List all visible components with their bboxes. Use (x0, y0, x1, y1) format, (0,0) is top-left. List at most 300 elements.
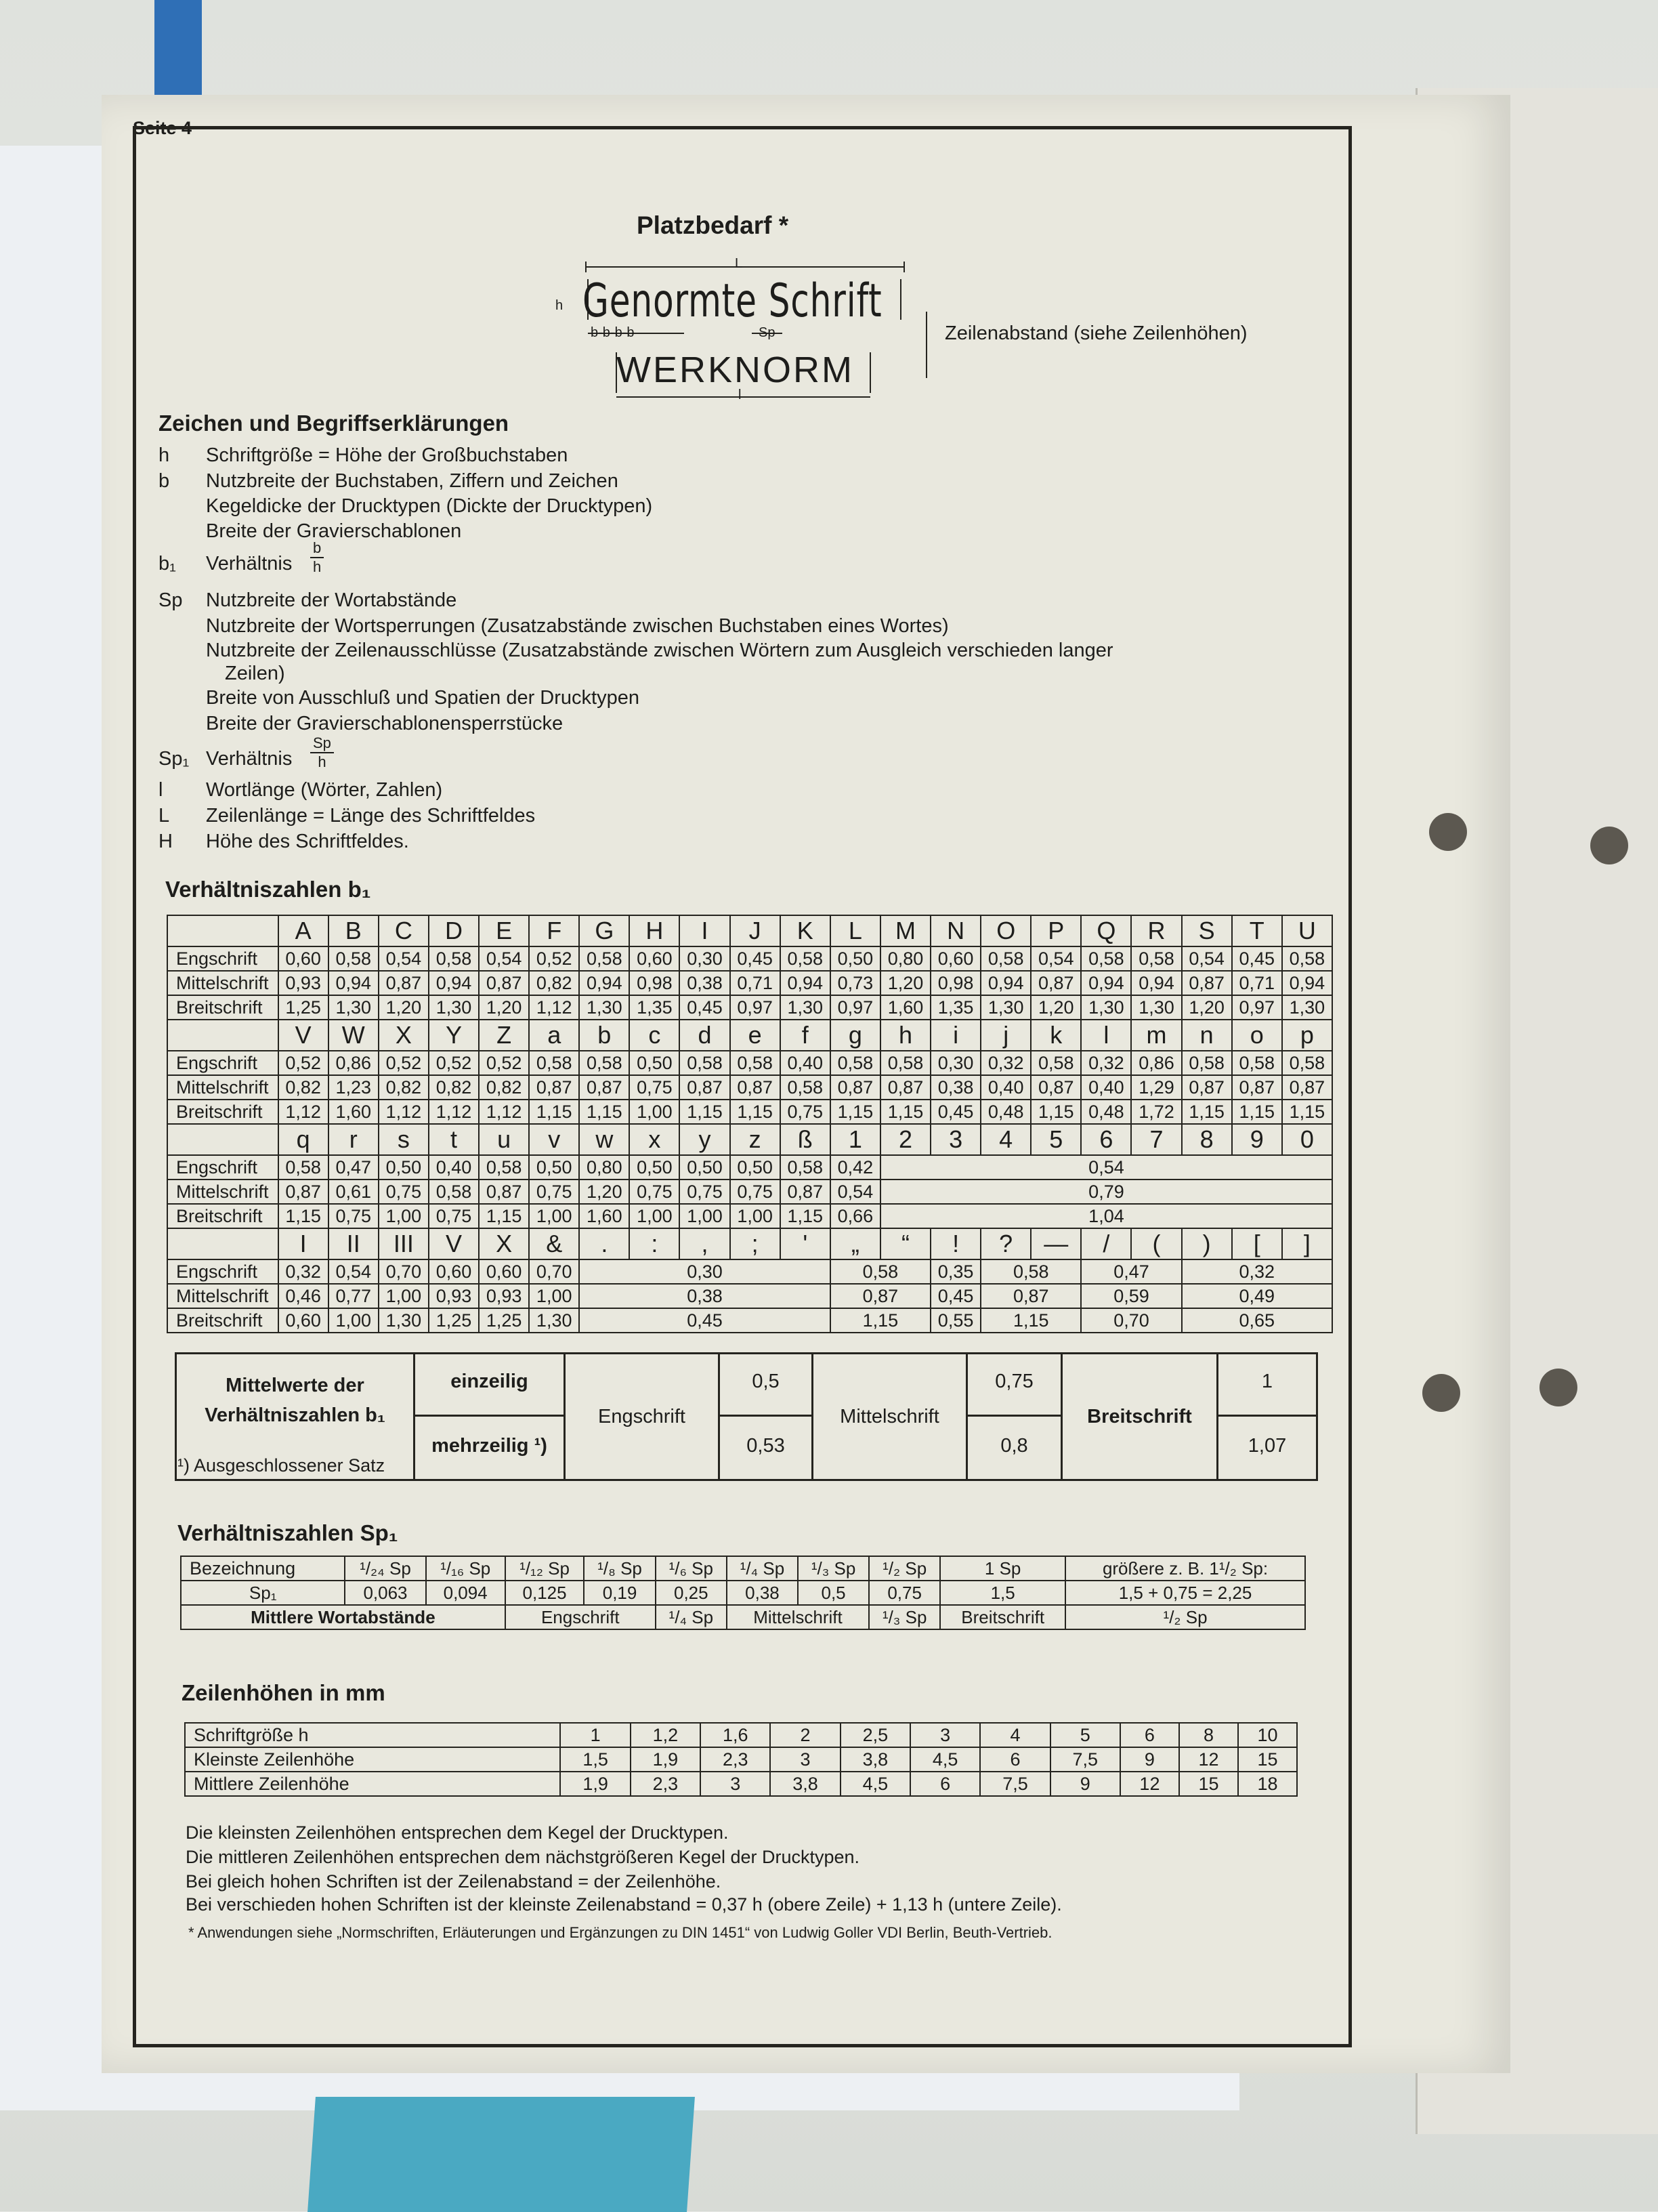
b1-value-cell: 1,00 (379, 1204, 429, 1228)
zh-value-cell: 6 (1120, 1723, 1179, 1747)
b1-char-cell: V (429, 1228, 479, 1259)
b1-char-cell: g (830, 1020, 880, 1051)
punch-hole (1590, 827, 1628, 864)
b1-value-cell: 0,87 (1031, 971, 1081, 995)
sp1-header-cell: ¹/₁₂ Sp (505, 1556, 584, 1581)
b1-char-cell: O (981, 915, 1031, 946)
b1-char-cell: 8 (1182, 1124, 1232, 1155)
b1-char-cell: . (579, 1228, 629, 1259)
b1-value-cell: 1,30 (379, 1308, 429, 1333)
logo-dim-l: l (738, 388, 742, 402)
b1-value-cell: 1,00 (629, 1204, 679, 1228)
b1-value-cell: 1,12 (479, 1100, 529, 1124)
b1-value-cell: 0,80 (880, 946, 931, 971)
b1-value-cell: 1,30 (579, 995, 629, 1020)
definition-symbol: H (158, 831, 173, 852)
b1-value-cell: 1,15 (479, 1204, 529, 1228)
page-label: Seite 4 (133, 118, 192, 138)
b1-value-cell: 0,77 (328, 1284, 379, 1308)
b1-char-cell: ( (1131, 1228, 1181, 1259)
b1-value-cell: 0,58 (1131, 946, 1181, 971)
page-footnote: * Anwendungen siehe „Normschriften, Erläuterungen und Ergänzungen zu DIN 1451“ von Ludwig Goller VDI Berlin, Beuth-Vertrieb. (188, 1924, 1053, 1941)
zeilenabstand-label: Zeilenabstand (siehe Zeilenhöhen) (945, 322, 1248, 344)
b1-row-label: Engschrift (167, 946, 278, 971)
b1-value-cell: 0,58 (981, 1259, 1081, 1284)
b1-value-cell: 0,71 (730, 971, 780, 995)
b1-value-cell: 0,86 (328, 1051, 379, 1075)
b1-footnote: ¹) Ausgeschlossener Satz (177, 1455, 385, 1476)
b1-char-cell: F (529, 915, 579, 946)
zh-value-cell: 12 (1120, 1772, 1179, 1796)
b1-value-cell: 0,52 (429, 1051, 479, 1075)
zh-value-cell: 15 (1238, 1747, 1297, 1772)
b1-value-cell: 0,50 (830, 946, 880, 971)
b1-value-cell: 0,54 (830, 1180, 880, 1204)
sp1-value-cell: 0,25 (656, 1581, 727, 1605)
b1-value-cell: 0,32 (981, 1051, 1031, 1075)
sp1-value-cell: 0,063 (345, 1581, 425, 1605)
b1-char-cell: 6 (1081, 1124, 1131, 1155)
punch-hole (1422, 1374, 1460, 1412)
definition-symbol: h (158, 444, 170, 466)
zh-row-label: Mittlere Zeilenhöhe (185, 1772, 560, 1796)
b1-char-cell: J (730, 915, 780, 946)
means-mehrzeilig: mehrzeilig ¹) (431, 1435, 547, 1457)
b1-value-cell: 1,12 (379, 1100, 429, 1124)
sp1-value-cell: 0,094 (426, 1581, 505, 1605)
b1-value-cell: 1,60 (579, 1204, 629, 1228)
b1-value-cell: 0,58 (429, 946, 479, 971)
means-eng-1: 0,5 (720, 1354, 811, 1417)
b1-value-cell: 0,58 (1081, 946, 1131, 971)
zeilenhoehen-table (184, 1722, 1298, 1797)
b1-value-cell: 1,15 (1282, 1100, 1332, 1124)
zh-row (185, 1772, 1297, 1796)
b1-char-cell: h (880, 1020, 931, 1051)
b1-value-cell: 0,45 (931, 1284, 981, 1308)
means-einzeilig: einzeilig (415, 1354, 564, 1417)
b1-char-cell: 1 (830, 1124, 880, 1155)
sp1-value-cell: 1,5 (940, 1581, 1065, 1605)
b1-value-cell: 0,50 (379, 1155, 429, 1180)
fraction-numerator: Sp (310, 734, 334, 753)
means-breit-2: 1,07 (1248, 1435, 1287, 1457)
zh-value-cell: 3,8 (841, 1747, 910, 1772)
b1-heading: Verhältniszahlen b₁ (165, 877, 371, 902)
b1-value-cell: 1,00 (379, 1284, 429, 1308)
zh-value-cell: 15 (1179, 1772, 1238, 1796)
b1-value-cell: 1,30 (1282, 995, 1332, 1020)
b1-value-cell: 0,45 (579, 1308, 830, 1333)
sp1-header-cell: ¹/₁₆ Sp (426, 1556, 505, 1581)
b1-value-cell: 0,93 (429, 1284, 479, 1308)
b1-value-cell: 1,00 (730, 1204, 780, 1228)
b1-char-cell: K (780, 915, 830, 946)
b1-char-cell: p (1282, 1020, 1332, 1051)
b1-char-cell: & (529, 1228, 579, 1259)
b1-char-cell: q (278, 1124, 328, 1155)
zh-value-cell: 3 (770, 1747, 840, 1772)
sp1-mittel-label: Mittelschrift (727, 1605, 869, 1629)
b1-value-cell: 1,30 (529, 1308, 579, 1333)
sp1-mittel-value: ¹/₃ Sp (869, 1605, 940, 1629)
b1-value-cell: 0,93 (278, 971, 328, 995)
zh-row-label: Kleinste Zeilenhöhe (185, 1747, 560, 1772)
b1-char-cell: 4 (981, 1124, 1031, 1155)
logo-werknorm: WERKNORM (616, 350, 854, 390)
b1-char-cell: U (1282, 915, 1332, 946)
definition-text: Breite von Ausschluß und Spatien der Drucktypen (206, 687, 639, 709)
cyan-folder-edge (307, 2097, 695, 2212)
b1-value-cell: 0,30 (931, 1051, 981, 1075)
b1-char-cell: II (328, 1228, 379, 1259)
b1-char-cell: D (429, 915, 479, 946)
b1-char-cell: X (479, 1228, 529, 1259)
b1-char-cell: a (529, 1020, 579, 1051)
means-mittel-label: Mittelschrift (813, 1354, 968, 1479)
b1-value-cell: 0,30 (579, 1259, 830, 1284)
definition-text: Nutzbreite der Wortsperrungen (Zusatzabstände zwischen Buchstaben eines Wortes) (206, 615, 949, 637)
page-title: Platzbedarf * (637, 211, 789, 239)
b1-char-cell: M (880, 915, 931, 946)
sp1-header-cell: ¹/₈ Sp (584, 1556, 655, 1581)
logo-genormte-schrift: Genormte Schrift (582, 274, 883, 328)
sp1-header-cell: 1 Sp (940, 1556, 1065, 1581)
b1-value-cell: 0,47 (1081, 1259, 1181, 1284)
sp1-value-cell: 0,38 (727, 1581, 798, 1605)
b1-row-label: Mittelschrift (167, 971, 278, 995)
means-breit-label: Breitschrift (1063, 1354, 1218, 1479)
b1-value-cell: 0,50 (629, 1051, 679, 1075)
zh-value-cell: 10 (1238, 1723, 1297, 1747)
b1-value-cell: 0,58 (730, 1051, 780, 1075)
b1-row-label: Breitschrift (167, 1100, 278, 1124)
b1-value-cell: 1,15 (1031, 1100, 1081, 1124)
b1-value-cell: 0,50 (679, 1155, 729, 1180)
b1-value-cell: 0,55 (931, 1308, 981, 1333)
b1-value-cell: 0,87 (278, 1180, 328, 1204)
b1-char-cell: l (1081, 1020, 1131, 1051)
b1-value-cell: 0,49 (1182, 1284, 1332, 1308)
sp1-header-cell: größere z. B. 1¹/₂ Sp: (1065, 1556, 1305, 1581)
b1-value-cell: 0,58 (328, 946, 379, 971)
b1-value-cell: 0,40 (1081, 1075, 1131, 1100)
zh-heading: Zeilenhöhen in mm (182, 1680, 385, 1705)
b1-char-cell: k (1031, 1020, 1081, 1051)
means-label-2: Verhältniszahlen b₁ (205, 1404, 385, 1426)
zh-value-cell: 1,2 (631, 1723, 700, 1747)
b1-value-cell: 0,94 (1282, 971, 1332, 995)
b1-value-cell: 0,48 (981, 1100, 1031, 1124)
note-line: Die kleinsten Zeilenhöhen entsprechen dem Kegel der Drucktypen. (186, 1822, 729, 1843)
logo-dim-b: b-b-b-b (591, 325, 635, 340)
b1-value-cell: 1,30 (328, 995, 379, 1020)
zh-value-cell: 4 (980, 1723, 1050, 1747)
b1-char-cell: “ (880, 1228, 931, 1259)
definition-symbol: l (158, 779, 163, 801)
b1-value-cell: 1,15 (529, 1100, 579, 1124)
definition-text: Nutzbreite der Buchstaben, Ziffern und Zeichen (206, 470, 618, 492)
b1-value-cell: 0,58 (1232, 1051, 1282, 1075)
sp1-breit-label: Breitschrift (940, 1605, 1065, 1629)
b1-value-cell: 1,20 (579, 1180, 629, 1204)
sp1-header-cell: ¹/₄ Sp (727, 1556, 798, 1581)
zh-value-cell: 9 (1050, 1772, 1120, 1796)
b1-char-cell: 3 (931, 1124, 981, 1155)
b1-value-cell: 0,75 (379, 1180, 429, 1204)
b1-char-cell: ] (1282, 1228, 1332, 1259)
zh-value-cell: 4,5 (841, 1772, 910, 1796)
b1-row-label: Engschrift (167, 1051, 278, 1075)
b1-value-cell: 1,60 (328, 1100, 379, 1124)
b1-value-cell: 0,54 (379, 946, 429, 971)
b1-char-cell: w (579, 1124, 629, 1155)
b1-value-cell: 1,00 (529, 1204, 579, 1228)
sp1-header-cell: ¹/₃ Sp (798, 1556, 869, 1581)
punch-hole (1429, 813, 1467, 851)
note-line: Die mittleren Zeilenhöhen entsprechen dem nächstgrößeren Kegel der Drucktypen. (186, 1847, 860, 1867)
b1-char-cell: x (629, 1124, 679, 1155)
b1-value-cell: 0,87 (1282, 1075, 1332, 1100)
b1-char-cell: H (629, 915, 679, 946)
b1-row-label: Mittelschrift (167, 1075, 278, 1100)
b1-value-cell: 0,82 (529, 971, 579, 995)
definition-text: Nutzbreite der Wortabstände (206, 589, 457, 611)
b1-value-cell: 0,60 (429, 1259, 479, 1284)
b1-value-cell: 0,54 (880, 1155, 1332, 1180)
b1-value-cell: 0,87 (479, 971, 529, 995)
b1-value-cell: 0,70 (529, 1259, 579, 1284)
sp1-mittlere-label: Mittlere Wortabstände (181, 1605, 505, 1629)
b1-value-cell: 0,52 (479, 1051, 529, 1075)
b1-char-cell: d (679, 1020, 729, 1051)
b1-value-cell: 0,45 (730, 946, 780, 971)
b1-value-cell: 0,70 (1081, 1308, 1181, 1333)
sp1-row-label: Sp₁ (181, 1581, 345, 1605)
b1-char-cell: s (379, 1124, 429, 1155)
zh-value-cell: 3,8 (770, 1772, 840, 1796)
b1-value-cell: 0,40 (429, 1155, 479, 1180)
definition-fraction (305, 734, 334, 771)
b1-char-row (167, 1228, 1332, 1259)
b1-value-cell: 0,50 (529, 1155, 579, 1180)
b1-row-label: Engschrift (167, 1259, 278, 1284)
b1-value-cell: 0,94 (328, 971, 379, 995)
b1-value-row (167, 1100, 1332, 1124)
b1-value-cell: 1,25 (278, 995, 328, 1020)
b1-value-cell: 0,79 (880, 1180, 1332, 1204)
definition-text: Zeilenlänge = Länge des Schriftfeldes (206, 805, 536, 827)
definition-text: Verhältnis (206, 553, 293, 575)
b1-char-cell: X (379, 1020, 429, 1051)
b1-char-row (167, 915, 1332, 946)
b1-value-cell: 1,29 (1131, 1075, 1181, 1100)
b1-value-cell: 1,00 (529, 1284, 579, 1308)
definition-text: Zeilen) (225, 663, 285, 684)
b1-char-cell: A (278, 915, 328, 946)
fraction-numerator: b (310, 539, 324, 558)
b1-char-cell: j (981, 1020, 1031, 1051)
b1-corner-cell (167, 1228, 278, 1259)
b1-value-cell: 0,46 (278, 1284, 328, 1308)
b1-value-cell: 0,48 (1081, 1100, 1131, 1124)
b1-char-cell: n (1182, 1020, 1232, 1051)
zh-value-cell: 3 (700, 1772, 770, 1796)
sp1-value-cell: 0,125 (505, 1581, 584, 1605)
b1-value-cell: 0,82 (479, 1075, 529, 1100)
b1-value-cell: 1,15 (1182, 1100, 1232, 1124)
b1-value-cell: 1,15 (981, 1308, 1081, 1333)
b1-char-cell: , (679, 1228, 729, 1259)
zh-value-cell: 1 (560, 1723, 630, 1747)
b1-value-cell: 0,58 (1182, 1051, 1232, 1075)
b1-value-cell: 0,52 (529, 946, 579, 971)
b1-value-cell: 0,32 (1081, 1051, 1131, 1075)
b1-row-label: Breitschrift (167, 1204, 278, 1228)
fraction-denominator: h (318, 753, 326, 770)
b1-value-cell: 0,58 (830, 1051, 880, 1075)
b1-char-cell: 7 (1131, 1124, 1181, 1155)
b1-value-cell: 1,15 (880, 1100, 931, 1124)
b1-char-cell: ! (931, 1228, 981, 1259)
b1-char-cell: z (730, 1124, 780, 1155)
b1-value-cell: 0,58 (1282, 946, 1332, 971)
b1-value-cell: 0,45 (679, 995, 729, 1020)
b1-row-label: Mittelschrift (167, 1180, 278, 1204)
b1-value-cell: 0,58 (278, 1155, 328, 1180)
b1-value-row (167, 1308, 1332, 1333)
b1-value-cell: 0,66 (830, 1204, 880, 1228)
sp1-value-cell: 0,5 (798, 1581, 869, 1605)
b1-char-cell: R (1131, 915, 1181, 946)
sp1-eng-value: ¹/₄ Sp (656, 1605, 727, 1629)
b1-value-cell: 1,20 (1182, 995, 1232, 1020)
b1-value-cell: 0,75 (629, 1180, 679, 1204)
b1-value-cell: 0,87 (679, 1075, 729, 1100)
b1-value-cell: 0,40 (780, 1051, 830, 1075)
zh-value-cell: 2,5 (841, 1723, 910, 1747)
sp1-header-cell: ¹/₆ Sp (656, 1556, 727, 1581)
b1-value-cell: 0,30 (679, 946, 729, 971)
b1-char-cell: G (579, 915, 629, 946)
zh-value-cell: 1,9 (631, 1747, 700, 1772)
sp1-value-row (181, 1581, 1305, 1605)
b1-value-cell: 1,23 (328, 1075, 379, 1100)
b1-value-cell: 0,32 (1182, 1259, 1332, 1284)
b1-value-cell: 0,47 (328, 1155, 379, 1180)
b1-value-cell: 0,87 (880, 1075, 931, 1100)
means-breit-1: 1 (1218, 1354, 1316, 1417)
b1-char-cell: L (830, 915, 880, 946)
b1-value-cell: 0,58 (1031, 1051, 1081, 1075)
definition-text: Nutzbreite der Zeilenausschlüsse (Zusatzabstände zwischen Wörtern zum Ausgleich verschieden langer (206, 640, 1113, 661)
b1-char-cell: / (1081, 1228, 1131, 1259)
b1-value-cell: 1,15 (730, 1100, 780, 1124)
b1-row-label: Engschrift (167, 1155, 278, 1180)
b1-row-label: Mittelschrift (167, 1284, 278, 1308)
b1-value-cell: 0,87 (529, 1075, 579, 1100)
b1-value-cell: 0,58 (579, 1051, 629, 1075)
b1-value-cell: 0,38 (931, 1075, 981, 1100)
b1-value-cell: 0,35 (931, 1259, 981, 1284)
b1-value-cell: 1,25 (479, 1308, 529, 1333)
b1-value-cell: 0,75 (328, 1204, 379, 1228)
b1-corner-cell (167, 1020, 278, 1051)
b1-value-cell: 0,87 (479, 1180, 529, 1204)
b1-char-cell: e (730, 1020, 780, 1051)
b1-value-cell: 1,00 (328, 1308, 379, 1333)
b1-value-cell: 1,20 (880, 971, 931, 995)
sp1-header-cell: ¹/₂₄ Sp (345, 1556, 425, 1581)
zh-value-cell: 12 (1179, 1747, 1238, 1772)
b1-value-cell: 0,82 (429, 1075, 479, 1100)
b1-char-cell: B (328, 915, 379, 946)
b1-value-cell: 0,94 (780, 971, 830, 995)
b1-value-cell: 0,32 (278, 1259, 328, 1284)
b1-char-cell: C (379, 915, 429, 946)
sp1-header-row (181, 1556, 1305, 1581)
b1-value-cell: 1,00 (679, 1204, 729, 1228)
b1-value-cell: 0,73 (830, 971, 880, 995)
b1-value-cell: 0,80 (579, 1155, 629, 1180)
zh-value-cell: 4,5 (910, 1747, 980, 1772)
definition-text: Kegeldicke der Drucktypen (Dickte der Drucktypen) (206, 495, 653, 517)
b1-value-cell: 0,82 (278, 1075, 328, 1100)
b1-row-label: Breitschrift (167, 995, 278, 1020)
b1-value-cell: 0,58 (981, 946, 1031, 971)
b1-value-cell: 1,15 (1232, 1100, 1282, 1124)
b1-value-cell: 0,60 (931, 946, 981, 971)
b1-value-cell: 0,75 (629, 1075, 679, 1100)
b1-value-cell: 0,94 (1131, 971, 1181, 995)
b1-table (167, 915, 1333, 1333)
b1-value-cell: 0,94 (1081, 971, 1131, 995)
b1-value-cell: 0,98 (629, 971, 679, 995)
b1-char-cell: i (931, 1020, 981, 1051)
b1-value-cell: 0,60 (479, 1259, 529, 1284)
b1-value-row (167, 1204, 1332, 1228)
b1-value-row (167, 1051, 1332, 1075)
b1-value-cell: 0,61 (328, 1180, 379, 1204)
definition-text: Schriftgröße = Höhe der Großbuchstaben (206, 444, 568, 466)
b1-value-cell: 0,75 (730, 1180, 780, 1204)
b1-value-cell: 0,58 (529, 1051, 579, 1075)
b1-value-cell: 0,58 (780, 1155, 830, 1180)
definition-text: Höhe des Schriftfeldes. (206, 831, 409, 852)
b1-value-cell: 1,00 (629, 1100, 679, 1124)
b1-value-cell: 0,65 (1182, 1308, 1332, 1333)
zh-value-cell: 9 (1120, 1747, 1179, 1772)
b1-value-cell: 0,45 (1232, 946, 1282, 971)
zh-row (185, 1747, 1297, 1772)
b1-char-cell: 9 (1232, 1124, 1282, 1155)
b1-value-cell: 0,60 (278, 1308, 328, 1333)
b1-value-cell: 1,15 (830, 1100, 880, 1124)
b1-char-cell: I (679, 915, 729, 946)
zh-value-cell: 1,6 (700, 1723, 770, 1747)
b1-value-cell: 0,45 (931, 1100, 981, 1124)
b1-corner-cell (167, 1124, 278, 1155)
b1-value-cell: 1,35 (629, 995, 679, 1020)
b1-row-label: Breitschrift (167, 1308, 278, 1333)
b1-char-cell: E (479, 915, 529, 946)
fraction (310, 539, 324, 576)
b1-value-cell: 0,52 (278, 1051, 328, 1075)
punch-hole (1539, 1369, 1577, 1406)
zh-value-cell: 2,3 (700, 1747, 770, 1772)
sp1-eng-label: Engschrift (505, 1605, 656, 1629)
b1-value-cell: 0,38 (579, 1284, 830, 1308)
